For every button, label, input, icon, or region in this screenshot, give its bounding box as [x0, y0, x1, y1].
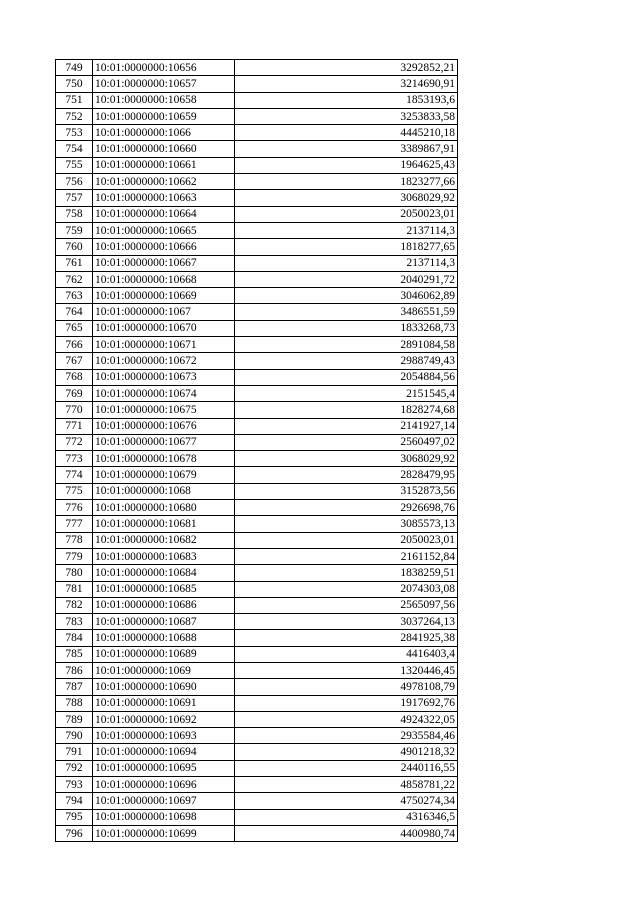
value-cell: 1320446,45 — [235, 662, 458, 678]
cadastral-number-cell: 10:01:0000000:10690 — [93, 679, 235, 695]
row-number-cell: 786 — [56, 662, 93, 678]
row-number-cell: 782 — [56, 597, 93, 613]
row-number-cell: 765 — [56, 320, 93, 336]
table-row — [56, 239, 458, 255]
value-cell: 3292852,21 — [235, 60, 458, 76]
row-number-cell: 795 — [56, 809, 93, 825]
value-cell: 2151545,4 — [235, 385, 458, 401]
value-cell: 4445210,18 — [235, 125, 458, 141]
row-number-cell: 755 — [56, 157, 93, 173]
value-cell: 2988749,43 — [235, 353, 458, 369]
table-row — [56, 125, 458, 141]
value-cell: 1838259,51 — [235, 565, 458, 581]
cadastral-number-cell: 10:01:0000000:10660 — [93, 141, 235, 157]
value-cell: 1853193,6 — [235, 92, 458, 108]
table-row — [56, 92, 458, 108]
row-number-cell: 760 — [56, 239, 93, 255]
table-row — [56, 174, 458, 190]
table-row — [56, 206, 458, 222]
cadastral-number-cell: 10:01:0000000:10667 — [93, 255, 235, 271]
value-cell: 4858781,22 — [235, 777, 458, 793]
value-cell: 1964625,43 — [235, 157, 458, 173]
value-cell: 3389867,91 — [235, 141, 458, 157]
table-row — [56, 646, 458, 662]
cadastral-number-cell: 10:01:0000000:10672 — [93, 353, 235, 369]
value-cell: 4924322,05 — [235, 711, 458, 727]
row-number-cell: 794 — [56, 793, 93, 809]
table-row — [56, 630, 458, 646]
value-cell: 3068029,92 — [235, 190, 458, 206]
cadastral-number-cell: 10:01:0000000:10680 — [93, 500, 235, 516]
cadastral-number-cell: 10:01:0000000:1066 — [93, 125, 235, 141]
table-row — [56, 108, 458, 124]
cadastral-number-cell: 10:01:0000000:10657 — [93, 76, 235, 92]
cadastral-number-cell: 10:01:0000000:10677 — [93, 434, 235, 450]
table-row — [56, 483, 458, 499]
cadastral-number-cell: 10:01:0000000:10686 — [93, 597, 235, 613]
table-row — [56, 728, 458, 744]
table-row — [56, 434, 458, 450]
cadastral-number-cell: 10:01:0000000:10676 — [93, 418, 235, 434]
value-cell: 3085573,13 — [235, 516, 458, 532]
cadastral-number-cell: 10:01:0000000:10669 — [93, 288, 235, 304]
value-cell: 2141927,14 — [235, 418, 458, 434]
row-number-cell: 783 — [56, 614, 93, 630]
table-row — [56, 793, 458, 809]
row-number-cell: 773 — [56, 451, 93, 467]
table-row — [56, 353, 458, 369]
value-cell: 3253833,58 — [235, 108, 458, 124]
row-number-cell: 749 — [56, 60, 93, 76]
table-row — [56, 255, 458, 271]
value-cell: 3152873,56 — [235, 483, 458, 499]
table-row — [56, 744, 458, 760]
row-number-cell: 771 — [56, 418, 93, 434]
table-row — [56, 809, 458, 825]
cadastral-number-cell: 10:01:0000000:10681 — [93, 516, 235, 532]
value-cell: 2440116,55 — [235, 760, 458, 776]
value-cell: 2074303,08 — [235, 581, 458, 597]
table-row — [56, 271, 458, 287]
cadastral-number-cell: 10:01:0000000:10666 — [93, 239, 235, 255]
cadastral-number-cell: 10:01:0000000:1069 — [93, 662, 235, 678]
cadastral-number-cell: 10:01:0000000:10683 — [93, 548, 235, 564]
table-row — [56, 565, 458, 581]
value-cell: 2935584,46 — [235, 728, 458, 744]
cadastral-number-cell: 10:01:0000000:10684 — [93, 565, 235, 581]
value-cell: 3046062,89 — [235, 288, 458, 304]
table-row — [56, 157, 458, 173]
row-number-cell: 770 — [56, 402, 93, 418]
row-number-cell: 750 — [56, 76, 93, 92]
table-row — [56, 548, 458, 564]
table-row — [56, 222, 458, 238]
table-row — [56, 695, 458, 711]
row-number-cell: 756 — [56, 174, 93, 190]
cadastral-number-cell: 10:01:0000000:10668 — [93, 271, 235, 287]
row-number-cell: 775 — [56, 483, 93, 499]
row-number-cell: 761 — [56, 255, 93, 271]
cadastral-number-cell: 10:01:0000000:10692 — [93, 711, 235, 727]
row-number-cell: 764 — [56, 304, 93, 320]
cadastral-number-cell: 10:01:0000000:10687 — [93, 614, 235, 630]
value-cell: 4750274,34 — [235, 793, 458, 809]
cadastral-number-cell: 10:01:0000000:10679 — [93, 467, 235, 483]
value-cell: 1828274,68 — [235, 402, 458, 418]
row-number-cell: 785 — [56, 646, 93, 662]
row-number-cell: 774 — [56, 467, 93, 483]
table-row — [56, 418, 458, 434]
value-cell: 2040291,72 — [235, 271, 458, 287]
table-row — [56, 614, 458, 630]
value-cell: 3068029,92 — [235, 451, 458, 467]
value-cell: 2050023,01 — [235, 206, 458, 222]
table-row — [56, 451, 458, 467]
value-cell: 2926698,76 — [235, 500, 458, 516]
table-row — [56, 516, 458, 532]
value-cell: 4316346,5 — [235, 809, 458, 825]
value-cell: 3214690,91 — [235, 76, 458, 92]
table-row — [56, 760, 458, 776]
row-number-cell: 778 — [56, 532, 93, 548]
cadastral-number-cell: 10:01:0000000:10697 — [93, 793, 235, 809]
row-number-cell: 789 — [56, 711, 93, 727]
cadastral-number-cell: 10:01:0000000:10663 — [93, 190, 235, 206]
row-number-cell: 776 — [56, 500, 93, 516]
row-number-cell: 768 — [56, 369, 93, 385]
cadastral-number-cell: 10:01:0000000:10694 — [93, 744, 235, 760]
table-body — [56, 60, 458, 842]
row-number-cell: 752 — [56, 108, 93, 124]
table-row — [56, 662, 458, 678]
value-cell: 2828479,95 — [235, 467, 458, 483]
row-number-cell: 758 — [56, 206, 93, 222]
row-number-cell: 757 — [56, 190, 93, 206]
cadastral-number-cell: 10:01:0000000:10688 — [93, 630, 235, 646]
row-number-cell: 766 — [56, 337, 93, 353]
cadastral-number-cell: 10:01:0000000:10671 — [93, 337, 235, 353]
value-cell: 2054884,56 — [235, 369, 458, 385]
row-number-cell: 759 — [56, 222, 93, 238]
table-row — [56, 825, 458, 841]
cadastral-number-cell: 10:01:0000000:10673 — [93, 369, 235, 385]
cadastral-number-cell: 10:01:0000000:10699 — [93, 825, 235, 841]
row-number-cell: 781 — [56, 581, 93, 597]
row-number-cell: 796 — [56, 825, 93, 841]
row-number-cell: 787 — [56, 679, 93, 695]
value-cell: 2137114,3 — [235, 255, 458, 271]
cadastral-number-cell: 10:01:0000000:10678 — [93, 451, 235, 467]
table-row — [56, 679, 458, 695]
row-number-cell: 780 — [56, 565, 93, 581]
value-cell: 3037264,13 — [235, 614, 458, 630]
table-row — [56, 337, 458, 353]
table-row — [56, 76, 458, 92]
table-row — [56, 711, 458, 727]
value-cell: 4978108,79 — [235, 679, 458, 695]
table-row — [56, 369, 458, 385]
cadastral-number-cell: 10:01:0000000:10662 — [93, 174, 235, 190]
cadastral-number-cell: 10:01:0000000:10696 — [93, 777, 235, 793]
table-row — [56, 288, 458, 304]
cadastral-number-cell: 10:01:0000000:10674 — [93, 385, 235, 401]
cadastral-value-table — [55, 59, 458, 842]
value-cell: 2050023,01 — [235, 532, 458, 548]
row-number-cell: 767 — [56, 353, 93, 369]
table-row — [56, 402, 458, 418]
value-cell: 3486551,59 — [235, 304, 458, 320]
table-row — [56, 500, 458, 516]
row-number-cell: 769 — [56, 385, 93, 401]
value-cell: 1818277,65 — [235, 239, 458, 255]
cadastral-number-cell: 10:01:0000000:10659 — [93, 108, 235, 124]
value-cell: 1833268,73 — [235, 320, 458, 336]
cadastral-number-cell: 10:01:0000000:10682 — [93, 532, 235, 548]
cadastral-number-cell: 10:01:0000000:10689 — [93, 646, 235, 662]
value-cell: 2161152,84 — [235, 548, 458, 564]
value-cell: 4901218,32 — [235, 744, 458, 760]
value-cell: 2137114,3 — [235, 222, 458, 238]
row-number-cell: 753 — [56, 125, 93, 141]
cadastral-number-cell: 10:01:0000000:10675 — [93, 402, 235, 418]
table-row — [56, 597, 458, 613]
row-number-cell: 791 — [56, 744, 93, 760]
row-number-cell: 763 — [56, 288, 93, 304]
cadastral-number-cell: 10:01:0000000:10691 — [93, 695, 235, 711]
row-number-cell: 779 — [56, 548, 93, 564]
table-row — [56, 532, 458, 548]
cadastral-number-cell: 10:01:0000000:10658 — [93, 92, 235, 108]
value-cell: 4416403,4 — [235, 646, 458, 662]
table-row — [56, 467, 458, 483]
table-row — [56, 190, 458, 206]
cadastral-number-cell: 10:01:0000000:10661 — [93, 157, 235, 173]
row-number-cell: 751 — [56, 92, 93, 108]
row-number-cell: 793 — [56, 777, 93, 793]
table-row — [56, 141, 458, 157]
row-number-cell: 777 — [56, 516, 93, 532]
table-row — [56, 581, 458, 597]
row-number-cell: 762 — [56, 271, 93, 287]
value-cell: 1823277,66 — [235, 174, 458, 190]
table-row — [56, 777, 458, 793]
table-row — [56, 320, 458, 336]
value-cell: 2560497,02 — [235, 434, 458, 450]
cadastral-number-cell: 10:01:0000000:10665 — [93, 222, 235, 238]
cadastral-number-cell: 10:01:0000000:10693 — [93, 728, 235, 744]
value-cell: 2565097,56 — [235, 597, 458, 613]
cadastral-number-cell: 10:01:0000000:1067 — [93, 304, 235, 320]
value-cell: 1917692,76 — [235, 695, 458, 711]
value-cell: 2891084,58 — [235, 337, 458, 353]
row-number-cell: 754 — [56, 141, 93, 157]
cadastral-number-cell: 10:01:0000000:1068 — [93, 483, 235, 499]
cadastral-number-cell: 10:01:0000000:10670 — [93, 320, 235, 336]
value-cell: 4400980,74 — [235, 825, 458, 841]
cadastral-number-cell: 10:01:0000000:10698 — [93, 809, 235, 825]
row-number-cell: 788 — [56, 695, 93, 711]
cadastral-number-cell: 10:01:0000000:10664 — [93, 206, 235, 222]
cadastral-number-cell: 10:01:0000000:10656 — [93, 60, 235, 76]
cadastral-number-cell: 10:01:0000000:10695 — [93, 760, 235, 776]
value-cell: 2841925,38 — [235, 630, 458, 646]
row-number-cell: 784 — [56, 630, 93, 646]
table-row — [56, 60, 458, 76]
table-row — [56, 385, 458, 401]
row-number-cell: 790 — [56, 728, 93, 744]
row-number-cell: 792 — [56, 760, 93, 776]
row-number-cell: 772 — [56, 434, 93, 450]
table-row — [56, 304, 458, 320]
cadastral-number-cell: 10:01:0000000:10685 — [93, 581, 235, 597]
